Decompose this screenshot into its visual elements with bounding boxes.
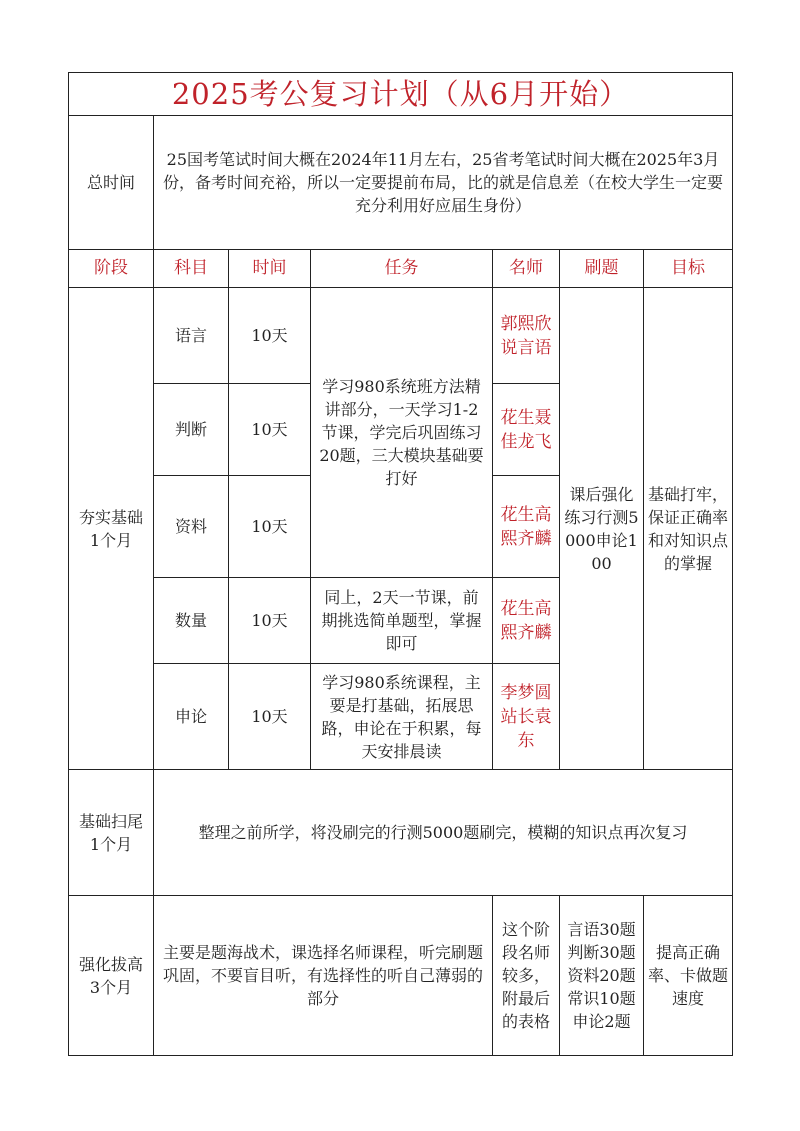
subject-cell: 资料 bbox=[154, 476, 229, 578]
stage3-name: 强化拔高 3个月 bbox=[69, 896, 154, 1056]
time-cell: 10天 bbox=[229, 288, 311, 384]
stage1-task-essay: 学习980系统课程，主要是打基础，拓展思路，申论在于积累，每天安排晨读 bbox=[311, 664, 493, 770]
stage3-goal: 提高正确率、卡做题速度 bbox=[644, 896, 733, 1056]
header-teacher: 名师 bbox=[493, 250, 560, 288]
subject-cell: 数量 bbox=[154, 578, 229, 664]
stage1-goal: 基础打牢，保证正确率和对知识点的掌握 bbox=[644, 288, 733, 770]
stage2-text: 整理之前所学，将没刷完的行测5000题刷完，模糊的知识点再次复习 bbox=[154, 770, 733, 896]
total-time-text: 25国考笔试时间大概在2024年11月左右，25省考笔试时间大概在2025年3月份，备考时间充裕，所以一定要提前布局，比的就是信息差（在校大学生一定要充分利用好应届生身份） bbox=[154, 116, 733, 250]
stage1-practice: 课后强化练习行测5000申论100 bbox=[560, 288, 644, 770]
header-goal: 目标 bbox=[644, 250, 733, 288]
header-subject: 科目 bbox=[154, 250, 229, 288]
total-time-label: 总时间 bbox=[69, 116, 154, 250]
teacher-cell: 李梦圆站长袁东 bbox=[493, 664, 560, 770]
teacher-cell: 花生高熙齐麟 bbox=[493, 476, 560, 578]
time-cell: 10天 bbox=[229, 578, 311, 664]
stage3-practice: 言语30题 判断30题 资料20题 常识10题 申论2题 bbox=[560, 896, 644, 1056]
teacher-cell: 花生高熙齐麟 bbox=[493, 578, 560, 664]
stage1-task-quant: 同上，2天一节课，前期挑选简单题型，掌握即可 bbox=[311, 578, 493, 664]
header-task: 任务 bbox=[311, 250, 493, 288]
time-cell: 10天 bbox=[229, 664, 311, 770]
teacher-cell: 花生聂佳龙飞 bbox=[493, 384, 560, 476]
header-practice: 刷题 bbox=[560, 250, 644, 288]
subject-cell: 申论 bbox=[154, 664, 229, 770]
study-plan-table bbox=[68, 72, 733, 1056]
subject-cell: 语言 bbox=[154, 288, 229, 384]
header-time: 时间 bbox=[229, 250, 311, 288]
stage3-teacher: 这个阶段名师较多，附最后的表格 bbox=[493, 896, 560, 1056]
teacher-cell: 郭熙欣说言语 bbox=[493, 288, 560, 384]
time-cell: 10天 bbox=[229, 384, 311, 476]
header-stage: 阶段 bbox=[69, 250, 154, 288]
stage1-task-main: 学习980系统班方法精讲部分，一天学习1-2节课，学完后巩固练习20题，三大模块基础要打好 bbox=[311, 288, 493, 578]
stage2-name: 基础扫尾 1个月 bbox=[69, 770, 154, 896]
time-cell: 10天 bbox=[229, 476, 311, 578]
plan-title: 2025考公复习计划（从6月开始） bbox=[69, 73, 733, 116]
stage1-name: 夯实基础 1个月 bbox=[69, 288, 154, 770]
subject-cell: 判断 bbox=[154, 384, 229, 476]
stage3-task: 主要是题海战术，课选择名师课程，听完刷题巩固，不要盲目听，有选择性的听自己薄弱的部分 bbox=[154, 896, 493, 1056]
